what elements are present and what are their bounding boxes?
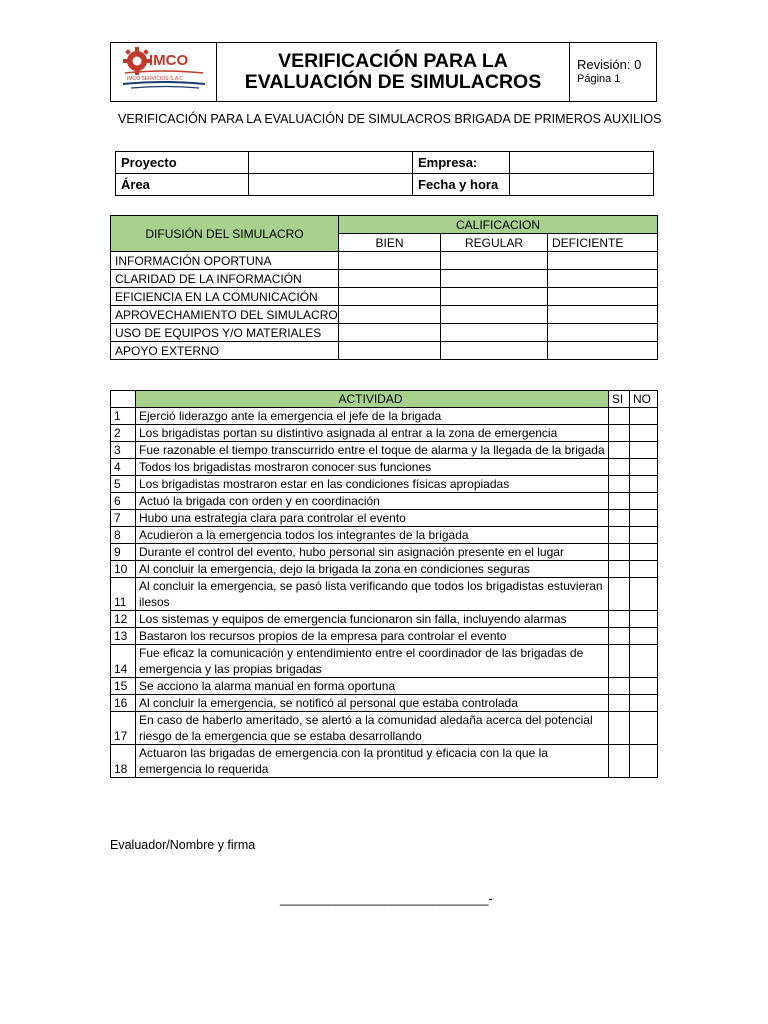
no-checkbox-cell[interactable] xyxy=(630,745,658,778)
actividad-text: Ejerció liderazgo ante la emergencia el jefe de la brigada xyxy=(136,408,609,425)
rating-cell-deficiente[interactable] xyxy=(548,288,658,306)
actividad-text: Fue razonable el tiempo transcurrido entre el toque de alarma y la llegada de la brigada xyxy=(136,442,609,459)
rating-cell-bien[interactable] xyxy=(339,252,441,270)
si-checkbox-cell[interactable] xyxy=(609,527,630,544)
si-checkbox-cell[interactable] xyxy=(609,493,630,510)
actividad-row xyxy=(111,425,658,442)
si-checkbox-cell[interactable] xyxy=(609,425,630,442)
no-checkbox-cell[interactable] xyxy=(630,510,658,527)
actividad-row xyxy=(111,510,658,527)
difusion-table xyxy=(110,215,658,360)
actividad-row xyxy=(111,712,658,745)
actividad-row xyxy=(111,611,658,628)
no-checkbox-cell[interactable] xyxy=(630,459,658,476)
actividad-row xyxy=(111,745,658,778)
actividad-text: Los sistemas y equipos de emergencia funcionaron sin falla, incluyendo alarmas xyxy=(136,611,609,628)
difusion-row xyxy=(111,270,658,288)
document-title xyxy=(217,43,570,102)
actividad-text: Al concluir la emergencia, se pasó lista verificando que todos los brigadistas estuvieran ilesos xyxy=(136,578,609,611)
title-line-1: VERIFICACIÓN PARA LA xyxy=(278,50,508,72)
imco-logo xyxy=(111,43,216,96)
empresa-field[interactable] xyxy=(510,152,654,174)
no-checkbox-cell[interactable] xyxy=(630,476,658,493)
title-line-2: EVALUACIÓN DE SIMULACROS xyxy=(244,71,542,93)
actividad-number: 15 xyxy=(111,678,136,695)
no-checkbox-cell[interactable] xyxy=(630,578,658,611)
actividad-text: Actuaron las brigadas de emergencia con la prontitud y eficacia con la que la emergencia lo requerida xyxy=(136,745,609,778)
rating-cell-regular[interactable] xyxy=(441,324,548,342)
num-header xyxy=(111,391,136,408)
actividad-row xyxy=(111,527,658,544)
actividad-text: Hubo una estrategia clara para controlar el evento xyxy=(136,510,609,527)
actividad-text: Se acciono la alarma manual en forma oportuna xyxy=(136,678,609,695)
si-checkbox-cell[interactable] xyxy=(609,611,630,628)
actividad-number: 7 xyxy=(111,510,136,527)
actividad-text: Todos los brigadistas mostraron conocer sus funciones xyxy=(136,459,609,476)
rating-cell-bien[interactable] xyxy=(339,288,441,306)
actividad-row xyxy=(111,628,658,645)
actividad-number: 14 xyxy=(111,645,136,678)
si-checkbox-cell[interactable] xyxy=(609,459,630,476)
actividad-text: Fue eficaz la comunicación y entendimiento entre el coordinador de las brigadas de emergencia y las propias brigadas xyxy=(136,645,609,678)
actividad-number: 17 xyxy=(111,712,136,745)
si-checkbox-cell[interactable] xyxy=(609,695,630,712)
actividad-number: 6 xyxy=(111,493,136,510)
difusion-criterion: APROVECHAMIENTO DEL SIMULACRO xyxy=(111,306,339,324)
si-checkbox-cell[interactable] xyxy=(609,476,630,493)
si-checkbox-cell[interactable] xyxy=(609,628,630,645)
no-checkbox-cell[interactable] xyxy=(630,493,658,510)
actividad-number: 13 xyxy=(111,628,136,645)
evaluator-label: Evaluador/Nombre y firma xyxy=(110,838,256,852)
proyecto-label: Proyecto xyxy=(116,152,249,174)
revision: Revisión: 0 xyxy=(577,57,642,72)
difusion-criterion: APOYO EXTERNO xyxy=(111,342,339,360)
si-checkbox-cell[interactable] xyxy=(609,678,630,695)
no-checkbox-cell[interactable] xyxy=(630,695,658,712)
calificacion-header: CALIFICACION xyxy=(339,216,658,234)
actividad-row xyxy=(111,476,658,493)
rating-cell-regular[interactable] xyxy=(441,306,548,324)
actividad-row xyxy=(111,645,658,678)
difusion-row xyxy=(111,306,658,324)
actividad-text: Al concluir la emergencia, se notificó al personal que estaba controlada xyxy=(136,695,609,712)
area-label: Área xyxy=(116,174,249,196)
rating-cell-deficiente[interactable] xyxy=(548,270,658,288)
rating-cell-deficiente[interactable] xyxy=(548,342,658,360)
si-checkbox-cell[interactable] xyxy=(609,645,630,678)
svg-text:IMCO: IMCO xyxy=(149,52,189,69)
actividad-text: Bastaron los recursos propios de la empresa para controlar el evento xyxy=(136,628,609,645)
actividad-number: 2 xyxy=(111,425,136,442)
signature-line[interactable]: ______________________________- xyxy=(280,892,493,906)
no-checkbox-cell[interactable] xyxy=(630,561,658,578)
col-regular: REGULAR xyxy=(441,234,548,252)
page-number: Página 1 xyxy=(577,73,621,85)
actividad-number: 12 xyxy=(111,611,136,628)
form-subtitle: VERIFICACIÓN PARA LA EVALUACIÓN DE SIMULACROS BRIGADA DE PRIMEROS AUXILIOS xyxy=(118,112,662,126)
fecha-field[interactable] xyxy=(510,174,654,196)
actividad-number: 8 xyxy=(111,527,136,544)
actividad-row xyxy=(111,544,658,561)
actividad-number: 1 xyxy=(111,408,136,425)
si-checkbox-cell[interactable] xyxy=(609,510,630,527)
no-checkbox-cell[interactable] xyxy=(630,678,658,695)
actividad-number: 9 xyxy=(111,544,136,561)
rating-cell-regular[interactable] xyxy=(441,270,548,288)
difusion-row xyxy=(111,252,658,270)
no-checkbox-cell[interactable] xyxy=(630,544,658,561)
rating-cell-deficiente[interactable] xyxy=(548,252,658,270)
actividad-text: Durante el control del evento, hubo personal sin asignación presente en el lugar xyxy=(136,544,609,561)
rating-cell-bien[interactable] xyxy=(339,270,441,288)
no-header: NO xyxy=(630,391,658,408)
project-table xyxy=(115,151,654,196)
actividad-number: 18 xyxy=(111,745,136,778)
no-checkbox-cell[interactable] xyxy=(630,645,658,678)
actividad-number: 5 xyxy=(111,476,136,493)
actividad-number: 4 xyxy=(111,459,136,476)
actividad-text: Acudieron a la emergencia todos los integrantes de la brigada xyxy=(136,527,609,544)
proyecto-field[interactable] xyxy=(249,152,413,174)
area-field[interactable] xyxy=(249,174,413,196)
empresa-label: Empresa: xyxy=(413,152,510,174)
actividad-text: Al concluir la emergencia, dejo la brigada la zona en condiciones seguras xyxy=(136,561,609,578)
actividad-row xyxy=(111,408,658,425)
si-checkbox-cell[interactable] xyxy=(609,578,630,611)
actividad-row xyxy=(111,561,658,578)
actividad-table xyxy=(110,390,658,778)
actividad-text: Actuó la brigada con orden y en coordinación xyxy=(136,493,609,510)
actividad-row xyxy=(111,678,658,695)
col-deficiente: DEFICIENTE xyxy=(548,234,658,252)
no-checkbox-cell[interactable] xyxy=(630,442,658,459)
rating-cell-bien[interactable] xyxy=(339,342,441,360)
difusion-row xyxy=(111,342,658,360)
actividad-row xyxy=(111,493,658,510)
si-checkbox-cell[interactable] xyxy=(609,561,630,578)
si-header: SI xyxy=(609,391,630,408)
document-header xyxy=(110,42,657,102)
actividad-number: 10 xyxy=(111,561,136,578)
rating-cell-bien[interactable] xyxy=(339,306,441,324)
fecha-label: Fecha y hora xyxy=(413,174,510,196)
rating-cell-regular[interactable] xyxy=(441,288,548,306)
no-checkbox-cell[interactable] xyxy=(630,408,658,425)
col-bien: BIEN xyxy=(339,234,441,252)
revision-cell xyxy=(570,43,657,102)
actividad-text: En caso de haberlo ameritado, se alertó a la comunidad aledaña acerca del potencial riesgo de la emergencia que se estaba desarrollando xyxy=(136,712,609,745)
actividad-text: Los brigadistas portan su distintivo asignada al entrar a la zona de emergencia xyxy=(136,425,609,442)
si-checkbox-cell[interactable] xyxy=(609,442,630,459)
rating-cell-regular[interactable] xyxy=(441,252,548,270)
difusion-criterion: EFICIENCIA EN LA COMUNICACIÓN xyxy=(111,288,339,306)
logo-cell xyxy=(111,43,217,102)
no-checkbox-cell[interactable] xyxy=(630,425,658,442)
si-checkbox-cell[interactable] xyxy=(609,712,630,745)
difusion-criterion: CLARIDAD DE LA INFORMACIÓN xyxy=(111,270,339,288)
rating-cell-deficiente[interactable] xyxy=(548,306,658,324)
no-checkbox-cell[interactable] xyxy=(630,712,658,745)
rating-cell-regular[interactable] xyxy=(441,342,548,360)
difusion-criterion: USO DE EQUIPOS Y/O MATERIALES xyxy=(111,324,339,342)
svg-text:IMCO SERVICIOS S.A.C: IMCO SERVICIOS S.A.C xyxy=(127,76,184,82)
difusion-header: DIFUSIÓN DEL SIMULACRO xyxy=(111,216,339,252)
actividad-number: 3 xyxy=(111,442,136,459)
no-checkbox-cell[interactable] xyxy=(630,611,658,628)
no-checkbox-cell[interactable] xyxy=(630,527,658,544)
actividad-row xyxy=(111,695,658,712)
difusion-row xyxy=(111,324,658,342)
difusion-criterion: INFORMACIÓN OPORTUNA xyxy=(111,252,339,270)
rating-cell-bien[interactable] xyxy=(339,324,441,342)
actividad-row xyxy=(111,578,658,611)
no-checkbox-cell[interactable] xyxy=(630,628,658,645)
actividad-row xyxy=(111,442,658,459)
rating-cell-deficiente[interactable] xyxy=(548,324,658,342)
si-checkbox-cell[interactable] xyxy=(609,408,630,425)
si-checkbox-cell[interactable] xyxy=(609,544,630,561)
difusion-row xyxy=(111,288,658,306)
si-checkbox-cell[interactable] xyxy=(609,745,630,778)
actividad-number: 16 xyxy=(111,695,136,712)
actividad-text: Los brigadistas mostraron estar en las condiciones físicas apropiadas xyxy=(136,476,609,493)
actividad-number: 11 xyxy=(111,578,136,611)
actividad-header: ACTIVIDAD xyxy=(136,391,609,408)
actividad-row xyxy=(111,459,658,476)
